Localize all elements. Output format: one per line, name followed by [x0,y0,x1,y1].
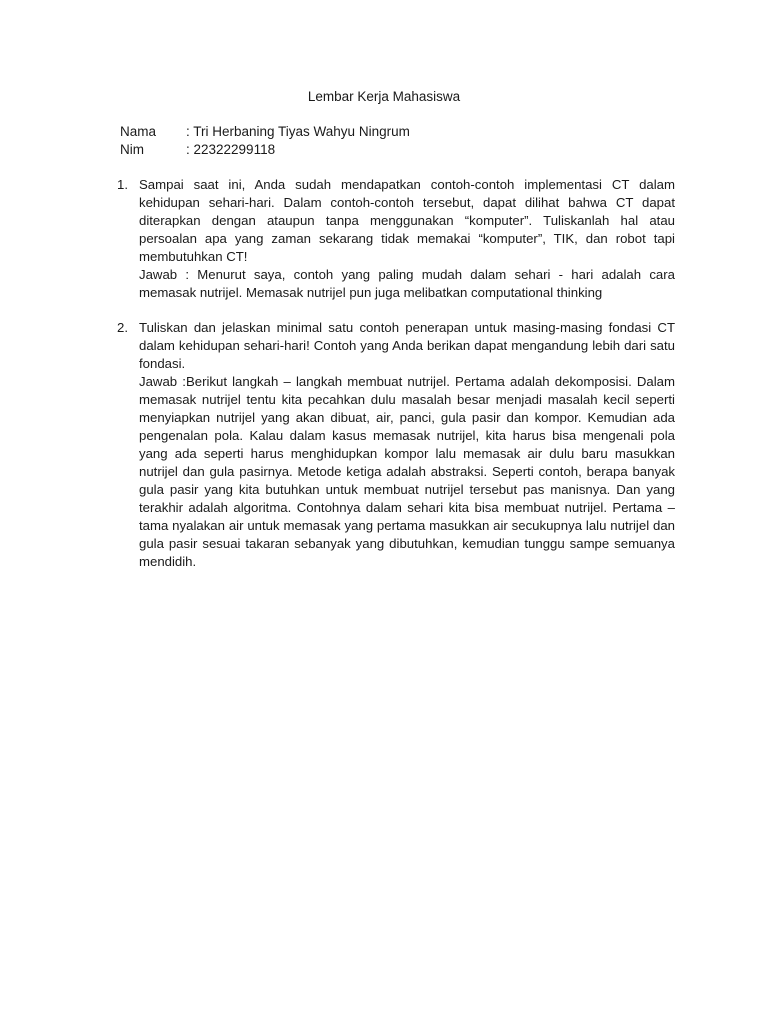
nim-value: : 22322299118 [186,142,276,157]
answer-label: Jawab : [139,374,186,389]
answer-paragraph [139,266,675,302]
answer-text: Menurut saya, contoh yang paling mudah dalam sehari - hari adalah cara memasak nutrijel. Memasak nutrijel pun juga melibatkan computational thinking [139,267,675,300]
info-row-nim [120,141,410,159]
question-text: Sampai saat ini, Anda sudah mendapatkan contoh-contoh implementasi CT dalam kehidupan sehari-hari. Dalam contoh-contoh tersebut, dapat dilihat bahwa CT dapat diterapkan dengan ataupun tanpa menggunakan “komputer”. Tuliskanlah hal atau persoalan apa yang zaman sekarang tidak memakai “komputer”, TIK, dan robot tapi membutuhkan CT! [139,177,675,264]
question-text: Tuliskan dan jelaskan minimal satu contoh penerapan untuk masing-masing fondasi CT dalam kehidupan sehari-hari! Contoh yang Anda berikan dapat mengandung lebih dari satu fondasi. [139,320,675,371]
question-body [139,319,675,571]
question-body [139,176,675,302]
name-label: Nama [120,124,157,139]
question-number: 2. [117,320,128,335]
name-value: : Tri Herbaning Tiyas Wahyu Ningrum [186,124,410,139]
answer-label: Jawab : [139,267,198,282]
answer-text: Berikut langkah – langkah membuat nutrijel. Pertama adalah dekomposisi. Dalam memasak nutrijel tentu kita pecahkan dulu masalah besar menjadi masalah kecil seperti menyiapkan nutrijel yang akan dibuat, air, panci, gula pasir dan kompor. Kemudian ada pengenalan pola. Kalau dalam kasus memasak nutrijel, kita harus bisa mengenali pola yang ada seperti harus menghidupkan kompor lalu memasak air dulu baru masukkan nutrijel dan gula pasirnya. Metode ketiga adalah abstraksi. Seperti contoh, berapa banyak gula pasir yang kita butuhkan untuk membuat nutrijel tersebut pas manisnya. Dan yang terakhir adalah algoritma. Contohnya dalam sehari kita bisa membuat nutrijel. Pertama – tama nyalakan air untuk memasak yang pertama masukkan air secukupnya lalu nutrijel dan gula pasir sesuai takaran sebanyak yang dibutuhkan, kemudian tunggu sampe semuanya mendidih. [139,374,675,569]
question-number: 1. [117,177,128,192]
question-item-2 [117,319,675,571]
nim-label: Nim [120,142,144,157]
student-info [120,123,410,159]
question-list [117,176,675,588]
question-item-1 [117,176,675,302]
document-title: Lembar Kerja Mahasiswa [307,89,461,104]
info-row-name [120,123,410,141]
answer-paragraph [139,373,675,571]
